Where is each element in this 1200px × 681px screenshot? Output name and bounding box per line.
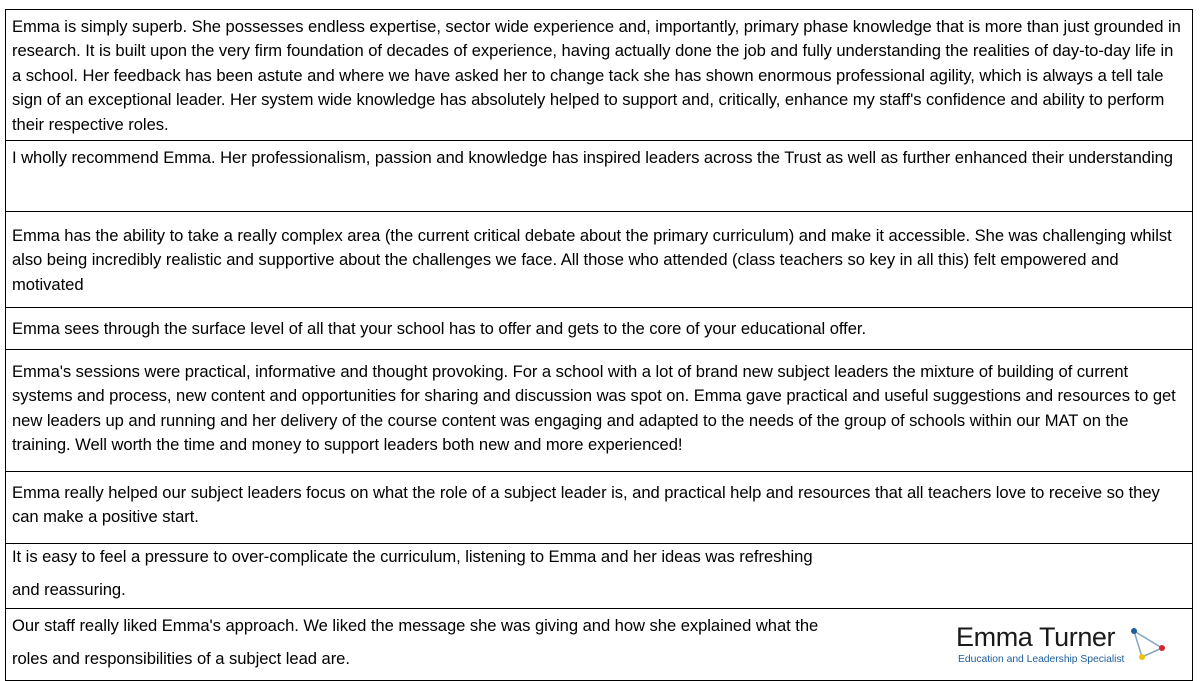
logo-triangle	[1134, 631, 1162, 657]
logo-dot-blue	[1131, 628, 1137, 634]
logo-dot-red	[1159, 645, 1165, 651]
testimonial-row-2	[5, 141, 1193, 212]
testimonial-7-line-1: It is easy to feel a pressure to over-complicate the curriculum, listening to Emma and her ideas was refreshing	[12, 547, 813, 566]
testimonial-text-3: Emma has the ability to take a really complex area (the current critical debate about the primary curriculum) and make it accessible. She was challenging whilst also being incredibly realistic and supportive about the challenges we face. All those who attended (class teachers so key in all this) felt empowered and motivated	[12, 226, 1172, 294]
testimonial-7-line-2: and reassuring.	[12, 580, 126, 600]
logo-dot-yellow	[1139, 654, 1145, 660]
testimonial-text-4: Emma sees through the surface level of all that your school has to offer and gets to the core of your educational offer.	[12, 319, 867, 338]
testimonial-row-1	[5, 10, 1193, 141]
testimonial-text-1: Emma is simply superb. She possesses endless expertise, sector wide experience and, importantly, primary phase knowledge that is more than just grounded in research. It is built upon the very firm foundation of decades of experience, having actually done the job and fully understanding the realities of day-to-day life in a school. Her feedback has been astute and where we have asked her to change tack she has shown enormous professional agility, which is always a tell tale sign of an exceptional leader. Her system wide knowledge has absolutely helped to support and, critically, enhance my staff's confidence and ability to perform their respective roles.	[12, 17, 1181, 134]
testimonials-table	[5, 9, 1193, 681]
testimonial-row-7	[5, 544, 1193, 609]
testimonial-row-8	[5, 609, 1193, 681]
emma-turner-logo	[950, 621, 1170, 671]
logo-name: Emma Turner	[956, 622, 1116, 652]
testimonial-row-5	[5, 350, 1193, 472]
testimonial-8-line-1: Our staff really liked Emma's approach. We liked the message she was giving and how she explained what the	[12, 616, 819, 635]
testimonial-8-line-2: roles and responsibilities of a subject lead are.	[12, 649, 350, 669]
network-triangle-icon	[1130, 626, 1166, 662]
testimonial-text-5: Emma's sessions were practical, informative and thought provoking. For a school with a lot of brand new subject leaders the mixture of building of current systems and process, new content and opportunities for sharing and discussion was spot on. Emma gave practical and useful suggestions and resources to get new leaders up and running and her delivery of the course content was engaging and adapted to the needs of the group of schools within our MAT on the training. Well worth the time and money to support leaders both new and more experienced!	[12, 362, 1176, 455]
testimonial-text-2: I wholly recommend Emma. Her professionalism, passion and knowledge has inspired leaders across the Trust as well as further enhanced their understanding	[12, 148, 1173, 167]
testimonial-row-6	[5, 472, 1193, 544]
testimonial-text-6: Emma really helped our subject leaders focus on what the role of a subject leader is, and practical help and resources that all teachers love to receive so they can make a positive start.	[12, 483, 1160, 527]
testimonial-row-4	[5, 308, 1193, 350]
logo-tagline: Education and Leadership Specialist	[958, 654, 1125, 665]
testimonial-row-3	[5, 212, 1193, 308]
